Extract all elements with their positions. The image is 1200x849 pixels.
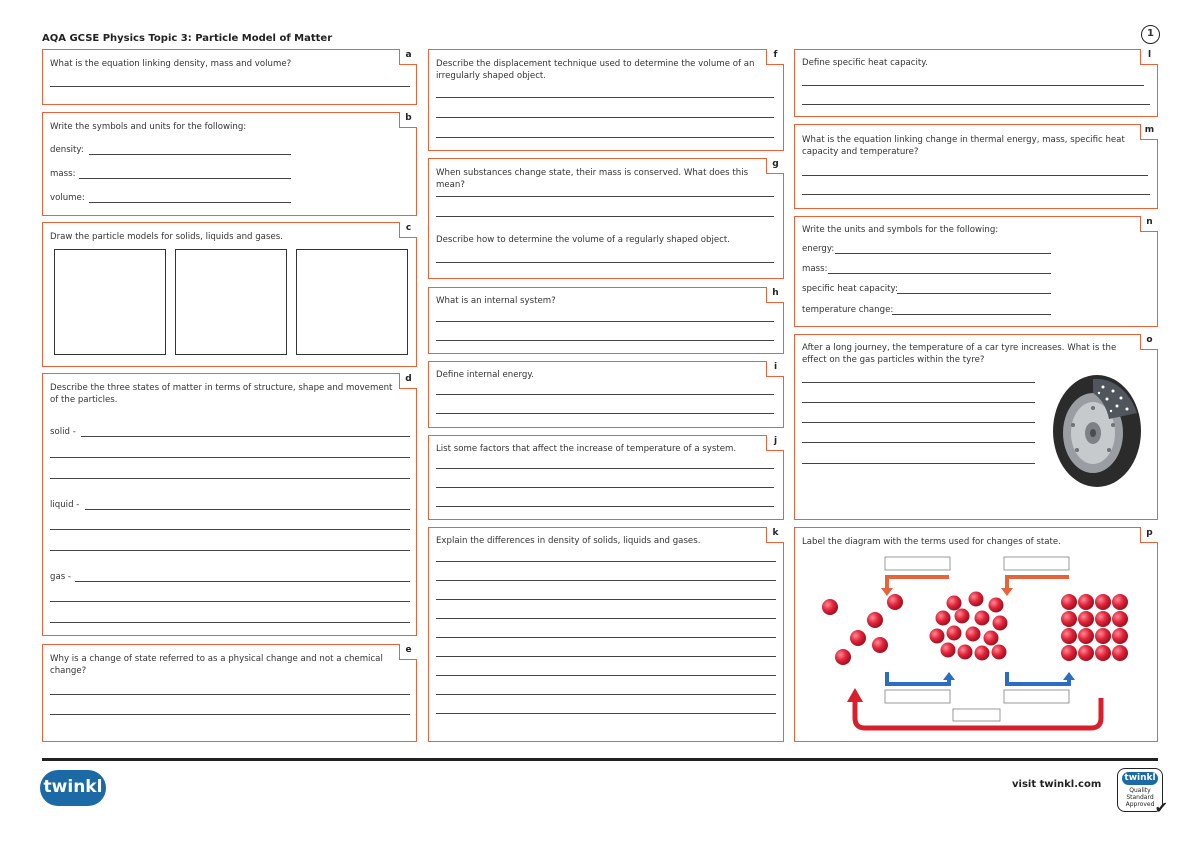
twinkl-logo: twinkl: [40, 770, 106, 806]
box-tag: l: [1140, 49, 1158, 65]
answer-line[interactable]: [50, 457, 410, 458]
question-box-k: [428, 527, 784, 742]
question-box-d: [42, 373, 417, 636]
answer-line[interactable]: [50, 529, 410, 530]
answer-line[interactable]: [802, 85, 1144, 86]
box-tag: i: [766, 361, 784, 377]
quality-badge: [1117, 768, 1168, 817]
answer-line[interactable]: [436, 487, 774, 488]
field-label-solid: solid -: [50, 427, 76, 437]
footer-divider: [42, 758, 1158, 761]
answer-line[interactable]: [50, 550, 410, 551]
box-tag: b: [399, 112, 417, 128]
question-box-a: [42, 49, 417, 105]
question-box-b: [42, 112, 417, 216]
answer-line[interactable]: [89, 202, 291, 203]
answer-line[interactable]: [85, 509, 410, 510]
answer-line[interactable]: [50, 714, 410, 715]
answer-line[interactable]: [436, 656, 776, 657]
box-tag: d: [399, 373, 417, 389]
label-box-top-right[interactable]: [1004, 557, 1069, 570]
arrow-condensing-icon: [887, 577, 949, 590]
box-tag: o: [1140, 334, 1158, 350]
drawing-area-gas[interactable]: [296, 249, 408, 355]
badge-line-2: Approved: [1125, 801, 1155, 808]
question-text: Draw the particle models for solids, liquids and gases.: [50, 232, 283, 242]
badge-title: twinkl: [1122, 772, 1158, 785]
answer-line[interactable]: [802, 194, 1150, 195]
question-text: Describe the displacement technique used to determine the volume of an irregularly shaped object.: [436, 59, 755, 81]
answer-line[interactable]: [75, 581, 410, 582]
solid-particle: [1095, 645, 1111, 661]
question-box-h: [428, 287, 784, 354]
field-label-density: density:: [50, 145, 84, 155]
answer-line[interactable]: [436, 675, 776, 676]
label-box-bottom-right[interactable]: [1004, 690, 1069, 703]
answer-line[interactable]: [89, 154, 291, 155]
liquid-particles: [930, 592, 1008, 661]
answer-line[interactable]: [802, 104, 1150, 105]
question-box-f: [428, 49, 784, 151]
solid-particle: [1095, 594, 1111, 610]
answer-line[interactable]: [50, 601, 410, 602]
question-text-2: Describe how to determine the volume of a regularly shaped object.: [436, 235, 731, 245]
solid-particle: [1078, 628, 1094, 644]
answer-line[interactable]: [802, 442, 1035, 443]
badge-line-1: Quality Standard: [1126, 787, 1154, 801]
question-text: Define internal energy.: [436, 370, 534, 380]
answer-line[interactable]: [802, 402, 1035, 403]
question-text: Define specific heat capacity.: [802, 58, 928, 68]
gas-particles: [822, 594, 903, 665]
solid-particle: [1112, 594, 1128, 610]
solid-particle: [1078, 645, 1094, 661]
answer-line[interactable]: [436, 618, 776, 619]
question-box-m: [794, 124, 1158, 209]
answer-line[interactable]: [436, 340, 774, 341]
answer-line[interactable]: [436, 561, 776, 562]
answer-line[interactable]: [802, 463, 1035, 464]
answer-line[interactable]: [835, 253, 1051, 254]
answer-line[interactable]: [436, 506, 774, 507]
visit-link[interactable]: visit twinkl.com: [1012, 779, 1102, 790]
question-text: After a long journey, the temperature of a car tyre increases. What is the effect on the gas particles within the tyre?: [802, 343, 1117, 365]
drawing-area-liquid[interactable]: [175, 249, 287, 355]
solid-particle: [1095, 628, 1111, 644]
drawing-area-solid[interactable]: [54, 249, 166, 355]
changes-of-state-diagram: [795, 528, 1157, 741]
answer-line[interactable]: [802, 382, 1035, 383]
solid-particle: [1112, 645, 1128, 661]
box-tag: c: [399, 222, 417, 238]
solid-particle: [1061, 628, 1077, 644]
answer-line[interactable]: [50, 478, 410, 479]
field-label-gas: gas -: [50, 572, 72, 582]
question-box-p: [794, 527, 1158, 742]
label-box-bottom-center[interactable]: [953, 709, 1000, 721]
question-box-l: [794, 49, 1158, 117]
answer-line[interactable]: [436, 321, 774, 322]
solid-particle: [1078, 594, 1094, 610]
box-tag: p: [1140, 527, 1158, 543]
field-label-temp-change: temperature change:: [802, 305, 894, 315]
answer-line[interactable]: [436, 97, 774, 98]
solid-particles: [1061, 594, 1128, 661]
box-tag: k: [766, 527, 784, 543]
answer-line[interactable]: [436, 599, 776, 600]
car-tyre-image: [1047, 373, 1143, 489]
question-box-g: [428, 158, 784, 279]
answer-line[interactable]: [436, 580, 776, 581]
answer-line[interactable]: [436, 413, 774, 414]
field-label-liquid: liquid -: [50, 500, 80, 510]
answer-line[interactable]: [50, 694, 410, 695]
field-label-mass: mass:: [50, 169, 76, 179]
box-tag: e: [399, 644, 417, 660]
answer-line[interactable]: [802, 422, 1035, 423]
solid-particle: [1061, 611, 1077, 627]
question-box-j: [428, 435, 784, 520]
answer-line[interactable]: [81, 436, 410, 437]
label-box-bottom-left[interactable]: [885, 690, 950, 703]
answer-line[interactable]: [436, 394, 774, 395]
box-tag: n: [1140, 216, 1158, 232]
answer-line[interactable]: [436, 262, 774, 263]
solid-particle: [1112, 628, 1128, 644]
answer-line[interactable]: [79, 178, 291, 179]
question-box-i: [428, 361, 784, 428]
box-tag: h: [766, 287, 784, 303]
solid-particle: [1095, 611, 1111, 627]
answer-line[interactable]: [802, 175, 1148, 176]
answer-line[interactable]: [892, 314, 1051, 315]
question-text: Describe the three states of matter in terms of structure, shape and movement of the particles.: [50, 383, 393, 405]
check-icon: ✔: [1154, 798, 1168, 817]
question-box-c: [42, 222, 417, 367]
arrow-evaporating-icon: [887, 672, 949, 684]
question-text: Explain the differences in density of solids, liquids and gases.: [436, 536, 701, 546]
question-text: What is an internal system?: [436, 296, 556, 306]
field-label-shc: specific heat capacity:: [802, 284, 898, 294]
question-text: List some factors that affect the increase of temperature of a system.: [436, 444, 737, 454]
field-label-volume: volume:: [50, 193, 85, 203]
answer-line[interactable]: [436, 216, 774, 217]
solid-particle: [1078, 611, 1094, 627]
answer-line[interactable]: [436, 196, 774, 197]
answer-line[interactable]: [436, 713, 776, 714]
page-number: 1: [1141, 25, 1160, 44]
answer-line[interactable]: [436, 137, 774, 138]
solid-particle: [1112, 611, 1128, 627]
question-text: Why is a change of state referred to as a physical change and not a chemical change?: [50, 654, 383, 676]
answer-line[interactable]: [436, 468, 774, 469]
label-box-top-left[interactable]: [885, 557, 950, 570]
answer-line[interactable]: [897, 293, 1051, 294]
answer-line[interactable]: [436, 694, 776, 695]
field-label-mass: mass:: [802, 264, 828, 274]
question-text: When substances change state, their mass is conserved. What does this mean?: [436, 168, 749, 190]
solid-particle: [1061, 645, 1077, 661]
field-label-energy: energy:: [802, 244, 835, 254]
answer-line[interactable]: [50, 86, 410, 87]
page-title: AQA GCSE Physics Topic 3: Particle Model of Matter: [42, 33, 333, 44]
box-tag: a: [399, 49, 417, 65]
question-text: Write the units and symbols for the following:: [802, 225, 999, 235]
arrow-melting-icon: [1007, 672, 1069, 684]
question-box-n: [794, 216, 1158, 327]
answer-line[interactable]: [436, 637, 776, 638]
question-text: What is the equation linking density, mass and volume?: [50, 59, 292, 69]
box-tag: m: [1140, 124, 1158, 140]
question-text: Write the symbols and units for the following:: [50, 122, 247, 132]
box-tag: g: [766, 158, 784, 174]
question-text: Label the diagram with the terms used for changes of state.: [802, 537, 1061, 547]
answer-line[interactable]: [50, 622, 410, 623]
question-box-o: [794, 334, 1158, 520]
answer-line[interactable]: [828, 273, 1051, 274]
answer-line[interactable]: [436, 117, 774, 118]
question-text: What is the equation linking change in thermal energy, mass, specific heat capacity and temperature?: [802, 135, 1125, 157]
box-tag: f: [766, 49, 784, 65]
box-tag: j: [766, 435, 784, 451]
solid-particle: [1061, 594, 1077, 610]
question-box-e: [42, 644, 417, 742]
arrow-freezing-icon: [1007, 577, 1069, 590]
